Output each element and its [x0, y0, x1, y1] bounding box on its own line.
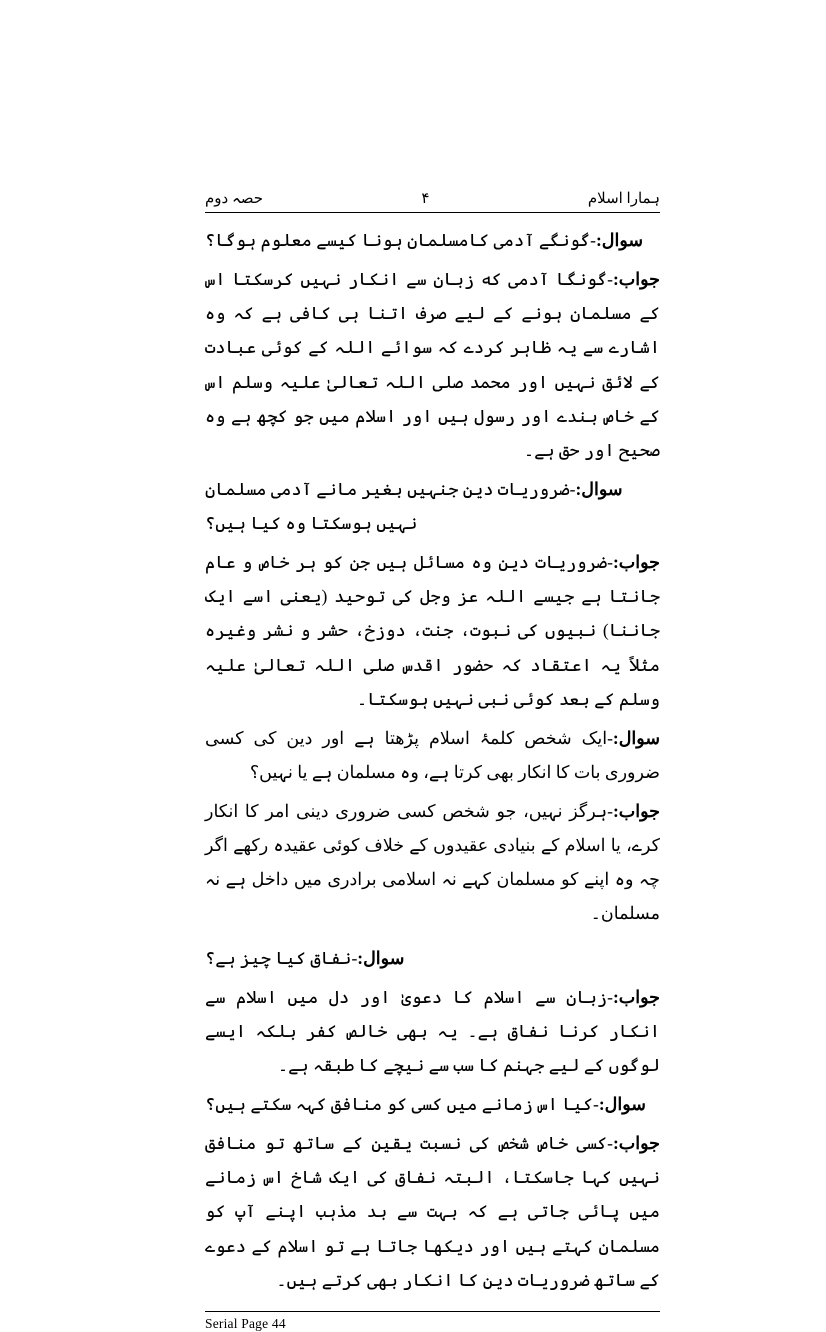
answer-text: کسی خاص شخص کی نسبت یقین کے ساتھ تو منافق نہیں کہا جاسکتا، البتہ نفاق کی ایک شاخ اس زمانے میں پائی جاتی ہے کہ بہت سے بد مذہب اپنے آپ کو مسلمان کہتے ہیں اور دیکھا جاتا ہے تو اسلام کے دعوے کے ساتھ ضروریات دین کا انکار بھی کرتے ہیں۔	[205, 1133, 660, 1290]
qa-item	[205, 1087, 660, 1121]
question-dash: -	[590, 230, 596, 250]
question-paragraph	[205, 721, 660, 789]
qa-item	[205, 223, 660, 257]
question-paragraph	[205, 472, 660, 540]
header-page-number: ۴	[421, 191, 430, 207]
answer-paragraph	[205, 980, 660, 1082]
question-text: نفاق کیا چیز ہے؟	[205, 947, 352, 968]
footer-serial-page: Serial Page 44	[205, 1315, 286, 1331]
question-text: ایک شخص کلمۂ اسلام پڑھتا ہے اور دین کی کسی ضروری بات کا انکار بھی کرتا ہے، وہ مسلمان ہے یا نہیں؟	[205, 727, 660, 782]
question-text: کیا اس زمانے میں کسی کو منافق کہہ سکتے ہیں؟	[205, 1094, 594, 1114]
qa-item	[205, 941, 660, 975]
qa-item	[205, 1126, 660, 1297]
answer-text: ہرگز نہیں، جو شخص کسی ضروری دینی امر کا انکار کرے، یا اسلام کے بنیادی عقیدوں کے خلاف کوئی عقیدہ رکھے اگر چہ وہ اپنے کو مسلمان کہے نہ اسلامی برادری میں داخل ہے نہ مسلمان۔	[205, 801, 660, 924]
question-label: سوال:	[598, 1094, 646, 1114]
body-text	[205, 213, 660, 1297]
question-paragraph	[205, 223, 660, 257]
question-label: سوال:	[357, 947, 405, 968]
answer-label: جواب:	[612, 552, 660, 573]
answer-dash: -	[607, 269, 613, 290]
question-label: سوال:	[575, 478, 623, 499]
page-content	[205, 190, 660, 1332]
answer-text: زبان سے اسلام کا دعویٰ اور دل میں اسلام سے انکار کرنا نفاق ہے۔ یہ بھی خالص کفر بلکہ ایسے لوگوں کے لیے جہنم کا سب سے نیچے کا طبقہ ہے۔	[205, 986, 660, 1075]
question-paragraph	[205, 1087, 660, 1121]
answer-label: جواب:	[612, 269, 660, 290]
answer-label: جواب:	[612, 986, 660, 1007]
answer-paragraph	[205, 545, 660, 716]
answer-dash: -	[607, 552, 613, 573]
qa-item	[205, 472, 660, 540]
answer-paragraph	[205, 794, 660, 931]
question-text: گونگے آدمی کامسلمان ہونا کیسے معلوم ہوگا؟	[205, 230, 591, 250]
question-paragraph	[205, 941, 660, 975]
question-dash: -	[607, 727, 613, 748]
qa-item	[205, 980, 660, 1082]
qa-item	[205, 262, 660, 467]
question-label: سوال:	[612, 727, 660, 748]
question-dash: -	[569, 478, 576, 499]
question-text: ضروریات دین جنہیں بغیر مانے آدمی مسلمان نہیں ہوسکتا وہ کیا ہیں؟	[205, 478, 570, 533]
answer-dash: -	[607, 801, 613, 821]
answer-dash: -	[607, 986, 613, 1007]
qa-item	[205, 721, 660, 789]
question-label: سوال:	[595, 230, 644, 250]
question-dash: -	[593, 1094, 599, 1114]
running-header	[205, 190, 660, 213]
answer-label: جواب:	[612, 1133, 660, 1154]
answer-label: جواب:	[612, 801, 660, 821]
header-part-label: حصہ دوم	[205, 191, 264, 207]
answer-paragraph	[205, 262, 660, 467]
answer-text: ضروریات دین وہ مسائل ہیں جن کو ہر خاص و عام جانتا ہے جیسے اللہ عز وجل کی توحید (یعنی اسے ایک جاننا) نبیوں کی نبوت، جنت، دوزخ، حشر و نشر وغیرہ مثلاً یہ اعتقاد کہ حضور اقدس صلی اللہ تعالیٰ علیہ وسلم کے بعد کوئی نبی نہیں ہوسکتا۔	[205, 552, 660, 709]
qa-item	[205, 794, 660, 931]
question-dash: -	[351, 947, 358, 968]
qa-item	[205, 545, 660, 716]
answer-dash: -	[607, 1133, 613, 1154]
header-book-title: ہمارا اسلام	[587, 191, 660, 207]
answer-text: گونگا آدمی که زبان سے انکار نہیں کرسکتا اس کے مسلمان ہونے کے لیے صرف اتنا ہی کافی ہے کہ وہ اشارے سے یہ ظاہر کردے کہ سوائے اللہ کے کوئی عبادت کے لائق نہیں اور محمد صلی اللہ تعالیٰ علیہ وسلم اس کے خاص بندے اور رسول ہیں اور اسلام میں جو کچھ ہے وہ صحیح اور حق ہے۔	[205, 269, 660, 460]
answer-paragraph	[205, 1126, 660, 1297]
